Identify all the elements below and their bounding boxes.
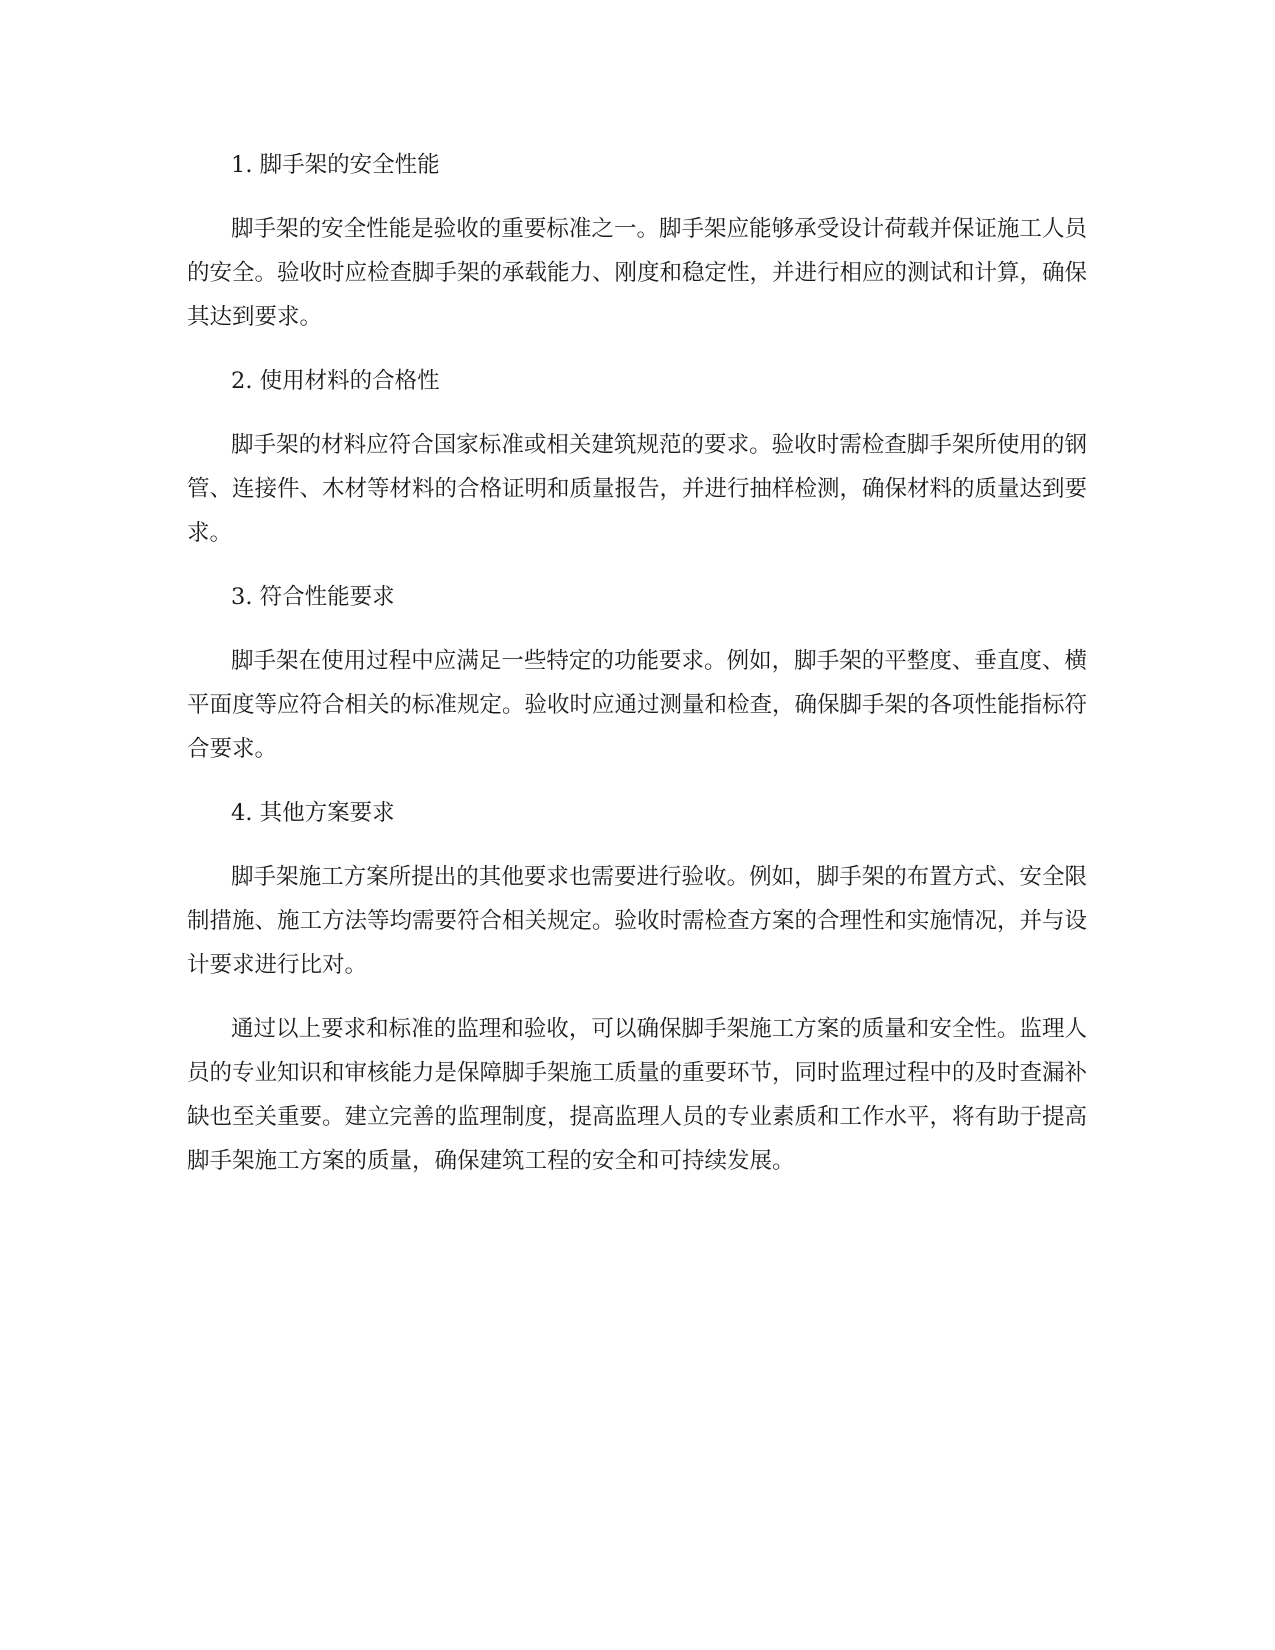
section-heading-2: 2. 使用材料的合格性 bbox=[231, 368, 440, 394]
section-paragraph-1: 脚手架的安全性能是验收的重要标准之一。脚手架应能够承受设计荷载并保证施工人员的安全。验收时应检查脚手架的承载能力、刚度和稳定性，并进行相应的测试和计算，确保其达到要求。 bbox=[187, 216, 1088, 330]
section-paragraph-3: 脚手架在使用过程中应满足一些特定的功能要求。例如，脚手架的平整度、垂直度、横平面度等应符合相关的标准规定。验收时应通过测量和检查，确保脚手架的各项性能指标符合要求。 bbox=[187, 648, 1088, 762]
section-paragraph-4: 脚手架施工方案所提出的其他要求也需要进行验收。例如，脚手架的布置方式、安全限制措施、施工方法等均需要符合相关规定。验收时需检查方案的合理性和实施情况，并与设计要求进行比对。 bbox=[187, 864, 1088, 978]
document-body bbox=[187, 143, 1087, 1203]
section-heading-1: 1. 脚手架的安全性能 bbox=[231, 152, 440, 178]
section-paragraph-2: 脚手架的材料应符合国家标准或相关建筑规范的要求。验收时需检查脚手架所使用的钢管、连接件、木材等材料的合格证明和质量报告，并进行抽样检测，确保材料的质量达到要求。 bbox=[187, 432, 1088, 546]
conclusion-paragraph: 通过以上要求和标准的监理和验收，可以确保脚手架施工方案的质量和安全性。监理人员的专业知识和审核能力是保障脚手架施工质量的重要环节，同时监理过程中的及时查漏补缺也至关重要。建立完善的监理制度，提高监理人员的专业素质和工作水平，将有助于提高脚手架施工方案的质量，确保建筑工程的安全和可持续发展。 bbox=[187, 1016, 1088, 1174]
section-heading-3: 3. 符合性能要求 bbox=[231, 584, 395, 610]
section-heading-4: 4. 其他方案要求 bbox=[231, 800, 395, 826]
